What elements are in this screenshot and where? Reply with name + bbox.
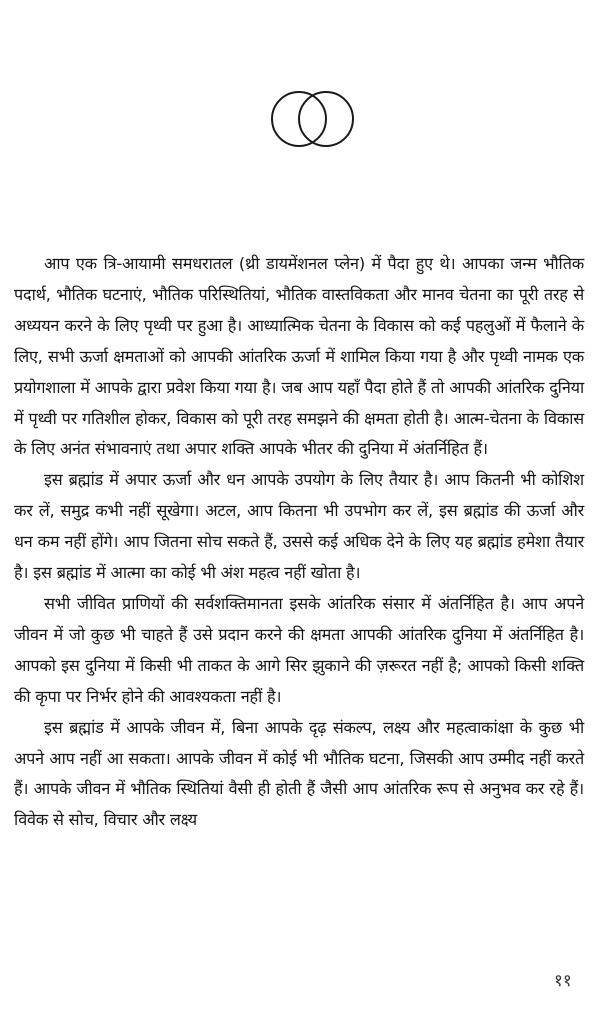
paragraph-1: आप एक त्रि-आयामी समधरातल (थ्री डायमेंशनल प्लेन) में पैदा हुए थे। आपका जन्म भौतिक पदार्थ, भौतिक घटनाएं, भौतिक परिस्थितियां, भौतिक वास्तविकता और मानव चेतना का पूरी तरह से अध्ययन करने के लिए पृथ्वी पर हुआ है। आध्यात्मिक चेतना के विकास को कई पहलुओं में फैलाने के लिए, सभी ऊर्जा क्षमताओं को आपकी आंतरिक ऊर्जा में शामिल किया गया है और पृथ्वी नामक एक प्रयोगशाला में आपके द्वारा प्रवेश किया गया है। जब आप यहाँ पैदा होते हैं तो आपकी आंतरिक दुनिया में पृथ्वी पर गतिशील होकर, विकास को पूरी तरह समझने की क्षमता होती है। आत्म-चेतना के विकास के लिए अनंत संभावनाएं तथा अपार शक्ति आपके भीतर की दुनिया में अंतर्निहित हैं। bbox=[14, 254, 584, 459]
body-text bbox=[14, 249, 584, 836]
interlocking-circles-ornament bbox=[268, 88, 358, 150]
page-number: ११ bbox=[554, 971, 572, 991]
paragraph-3: सभी जीवित प्राणियों की सर्वशक्तिमानता इसके आंतरिक संसार में अंतर्निहित है। आप अपने जीवन में जो कुछ भी चाहते हैं उसे प्रदान करने की क्षमता आपकी आंतरिक दुनिया में अंतर्निहित है। आपको इस दुनिया में किसी भी ताकत के आगे सिर झुकाने की ज़रूरत नहीं है; आपको किसी शक्ति की कृपा पर निर्भर होने की आवश्यकता नहीं है। bbox=[14, 593, 584, 706]
paragraph-2: इस ब्रह्मांड में अपार ऊर्जा और धन आपके उपयोग के लिए तैयार है। आप कितनी भी कोशिश कर लें, समुद्र कभी नहीं सूखेगा। अटल, आप कितना भी उपभोग कर लें, इस ब्रह्मांड की ऊर्जा और धन कम नहीं होंगे। आप जितना सोच सकते हैं, उससे कई अधिक देने के लिए यह ब्रह्मांड हमेशा तैयार है। इस ब्रह्मांड में आत्मा का कोई भी अंश महत्व नहीं खोता है। bbox=[14, 470, 584, 583]
paragraph-4: इस ब्रह्मांड में आपके जीवन में, बिना आपके दृढ़ संकल्प, लक्ष्य और महत्वाकांक्षा के कुछ भी अपने आप नहीं आ सकता। आपके जीवन में कोई भी भौतिक घटना, जिसकी आप उम्मीद नहीं करते हैं। आपके जीवन में भौतिक स्थितियां वैसी ही होती हैं जैसी आप आंतरिक रूप से अनुभव कर रहे हैं। विवेक से सोच, विचार और लक्ष्य bbox=[14, 717, 584, 830]
